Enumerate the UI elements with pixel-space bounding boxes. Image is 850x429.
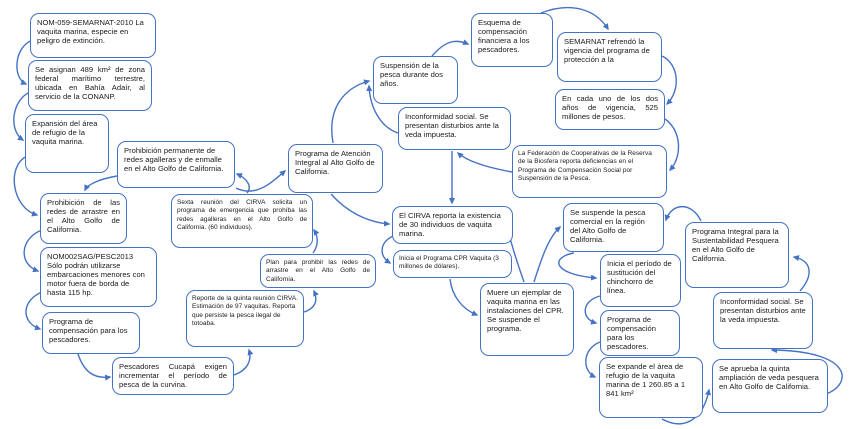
flow-box-quinta: Reporte de la quinta reunión CIRVA. Estimación de 97 vaquitas. Reporta que persiste la pesca ilegal de totoaba.: [186, 290, 304, 347]
flow-box-vedacomercial: Se suspende la pesca comercial en la región del Alto Golfo de California.: [563, 203, 664, 252]
flow-box-nom059: NOM-059-SEMARNAT-2010 La vaquita marina, especie en peligro de extinción.: [30, 13, 156, 58]
arrow-quinta-to-plan: [304, 291, 316, 312]
arrow-agalleras-to-arrastre: [85, 176, 117, 190]
flow-box-cirva30: El CIRVA reporta la existencia de 30 individuos de vaquita marina.: [392, 206, 513, 244]
arrow-atencion-to-cirva30: [331, 194, 389, 224]
arrow-compensacion1-to-cucapa: [78, 354, 110, 377]
flow-box-compensacion2: Programa de compensación para los pescadores.: [600, 310, 680, 356]
flow-box-inconformidad1: Inconformidad social. Se presentan disturbios ante la veda impuesta.: [398, 107, 511, 150]
flow-box-agalleras: Prohibición permanente de redes agalleras y de enmalle en el Alto Golfo de California.: [117, 141, 235, 188]
flow-box-semarnat: SEMARNAT refrendó la vigencia del programa de protección a la: [557, 32, 662, 82]
arrow-atencion-to-suspension: [332, 81, 369, 143]
flow-box-nom002: NOM002SAG/PESC2013 Sólo podrán utilizarse embarcaciones menores con motor fuera de borda de hasta 115 hp.: [40, 247, 157, 307]
flow-box-asignan: Se asignan 489 km² de zona federal marítimo terrestre, ubicada en Bahía Adaír, al servicio de la CONANP.: [28, 60, 152, 111]
arrow-plan-to-sexta: [313, 230, 317, 253]
arrow-agalleras-to-atencion: [236, 171, 285, 191]
flow-box-federacion: La Federación de Cooperativas de la Reserva de la Biosfera reporta deficiencias en el Programa de Compensación Social por Suspensión de la Pesca.: [512, 145, 667, 198]
arrow-cirva30-to-cpr: [382, 236, 393, 263]
flow-box-chinchorro: Inicia el período de sustitución del chinchorro de línea.: [600, 254, 681, 307]
arrow-vedacomercial-to-chinchorro: [559, 253, 596, 278]
flow-box-sexta: Sexta reunión del CIRVA solicita un programa de emergencia que prohíba las redes agalleras en el Alto Golfo de California. (60 individuos).: [171, 194, 313, 248]
arrow-suspension-to-esquema: [432, 41, 468, 56]
flow-box-expande: Se expande el área de refugio de la vaquita marina de 1 260.85 a 1 841 km²: [599, 357, 703, 418]
arrow-muere-to-vedacomercial: [534, 227, 560, 282]
flow-box-integral: Programa Integral para la Sustentabilidad Pesquera en el Alto Golfo de California.: [685, 222, 789, 288]
flow-box-vigencia: En cada uno de los dos años de vigencia, 525 millones de pesos.: [555, 89, 665, 130]
flow-box-expansion: Expansión del área de refugio de la vaquita marina.: [25, 114, 109, 173]
flow-box-compensacion1: Programa de compensación para los pescadores.: [42, 312, 140, 354]
flow-box-suspension: Suspensión de la pesca durante dos años.: [373, 56, 458, 104]
flow-box-esquema: Esquema de compensación financiera a los pescadores.: [471, 13, 553, 67]
flow-box-ampliacion: Se aprueba la quinta ampliación de veda pesquera en Alto Golfo de California.: [712, 359, 828, 413]
arrow-chinchorro-to-compensacion2: [585, 296, 600, 323]
arrow-integral-to-vedacomercial: [666, 207, 701, 221]
arrow-cucapa-to-quinta: [234, 350, 250, 375]
flow-box-cucapa: Pescadores Cucapá exigen incrementar el período de pesca de la curvina.: [112, 357, 234, 395]
arrow-vigencia-to-federacion: [665, 119, 679, 170]
arrow-inconformidad2-to-integral: [794, 257, 809, 291]
arrow-cpr-to-muere: [450, 279, 477, 315]
flow-box-arrastre: Prohibición de las redes de arrastre en el Alto Golfo de California.: [40, 193, 127, 244]
flow-box-muere: Muere un ejemplar de vaquita marina en las instalaciones del CPR. Se suspende el programa.: [480, 283, 574, 356]
flow-box-atencion: Programa de Atención Integral al Alto Golfo de California.: [288, 144, 383, 193]
arrow-federacion-to-inconformidad1: [458, 153, 512, 172]
arrow-compensacion2-to-expande: [586, 342, 600, 377]
flow-box-plan: Plan para prohibir las redes de arrastre en el Alto Golfo de California.: [260, 254, 376, 288]
flow-box-inconformidad2: Inconformidad social. Se presentan disturbios ante la veda impuesta.: [713, 292, 813, 349]
flow-box-cpr: Inicia el Programa CPR Vaquita (3 millones de dólares).: [393, 250, 512, 278]
